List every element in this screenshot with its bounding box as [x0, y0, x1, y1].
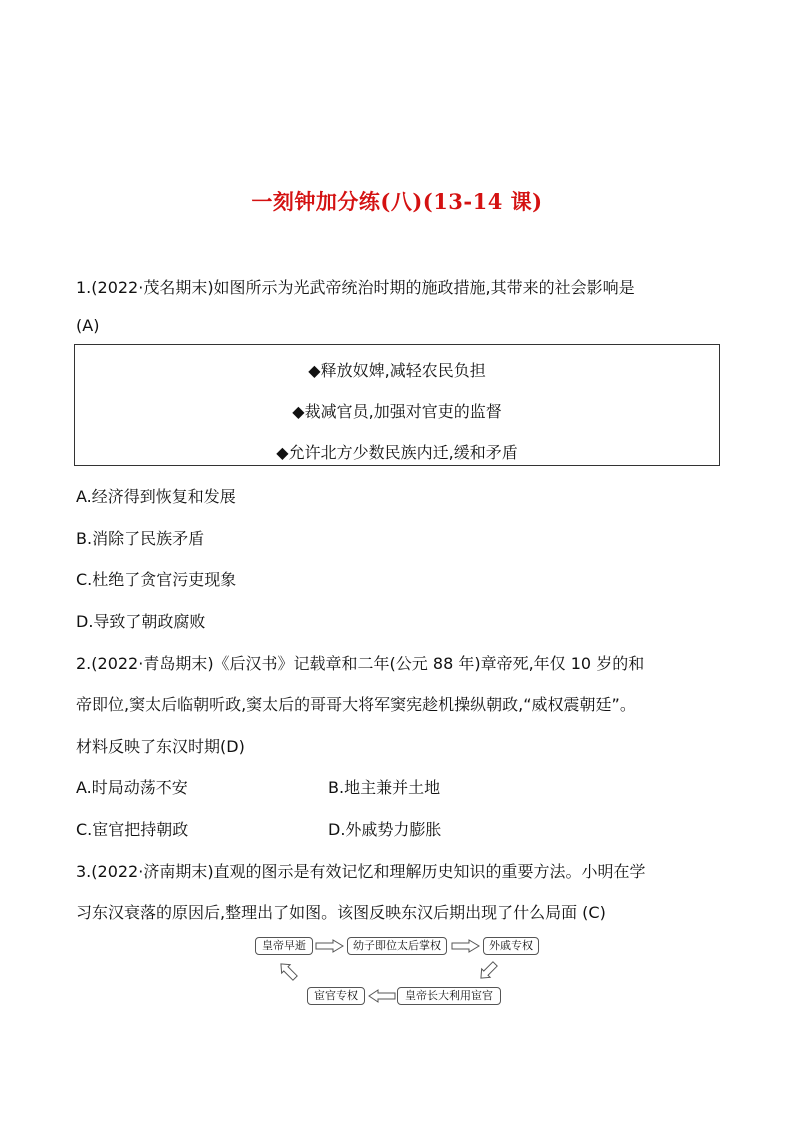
diagram-node-eunuch-power: 宦官专权 [307, 987, 365, 1005]
q2-stem-line1: 2.(2022·青岛期末)《后汉书》记载章和二年(公元 88 年)章帝死,年仅 10 岁的和 [76, 654, 645, 673]
q1-stem-line1: 1.(2022·茂名期末)如图所示为光武帝统治时期的施政措施,其带来的社会影响是 [76, 278, 635, 297]
diagram-node-emperor-uses-eunuchs: 皇帝长大利用宦官 [397, 987, 501, 1005]
q1-stem-line2: (A) [76, 316, 100, 335]
q2-stem-line2: 帝即位,窦太后临朝听政,窦太后的哥哥大将军窦宪趁机操纵朝政,“威权震朝廷”。 [76, 695, 636, 714]
q1-option-a: A.经济得到恢复和发展 [76, 487, 236, 506]
q1-option-c: C.杜绝了贪官污吏现象 [76, 570, 237, 589]
diagram-node-consort-clan-power: 外戚专权 [483, 937, 539, 955]
arrow-right-icon [315, 939, 345, 953]
q1-measures-box [74, 344, 720, 466]
q2-option-a: A.时局动荡不安 [76, 778, 188, 797]
q1-box-item: ◆允许北方少数民族内迁,缓和矛盾 [276, 443, 518, 462]
arrow-up-left-icon [277, 959, 299, 983]
q3-stem-line2: 习东汉衰落的原因后,整理出了如图。该图反映东汉后期出现了什么局面 (C) [76, 903, 606, 922]
q2-option-b: B.地主兼并土地 [328, 778, 441, 797]
q2-option-d: D.外戚势力膨胀 [328, 820, 442, 839]
q1-option-b: B.消除了民族矛盾 [76, 529, 205, 548]
q3-stem-line1: 3.(2022·济南期末)直观的图示是有效记忆和理解历史知识的重要方法。小明在学 [76, 862, 646, 881]
q2-option-c: C.宦官把持朝政 [76, 820, 189, 839]
arrow-right-icon [451, 939, 481, 953]
q1-box-item: ◆释放奴婢,减轻农民负担 [308, 361, 486, 380]
arrow-down-left-icon [477, 959, 499, 983]
diagram-node-young-heir-empress: 幼子即位太后掌权 [347, 937, 447, 955]
q3-flow-diagram [255, 935, 545, 1007]
q1-box-item: ◆裁减官员,加强对官吏的监督 [292, 402, 502, 421]
diagram-node-emperor-early-death: 皇帝早逝 [255, 937, 313, 955]
q1-option-d: D.导致了朝政腐败 [76, 612, 206, 631]
q2-stem-line3: 材料反映了东汉时期(D) [76, 737, 245, 756]
page-title: 一刻钟加分练(八)(13-14 课) [251, 189, 543, 214]
arrow-left-icon [368, 989, 396, 1003]
